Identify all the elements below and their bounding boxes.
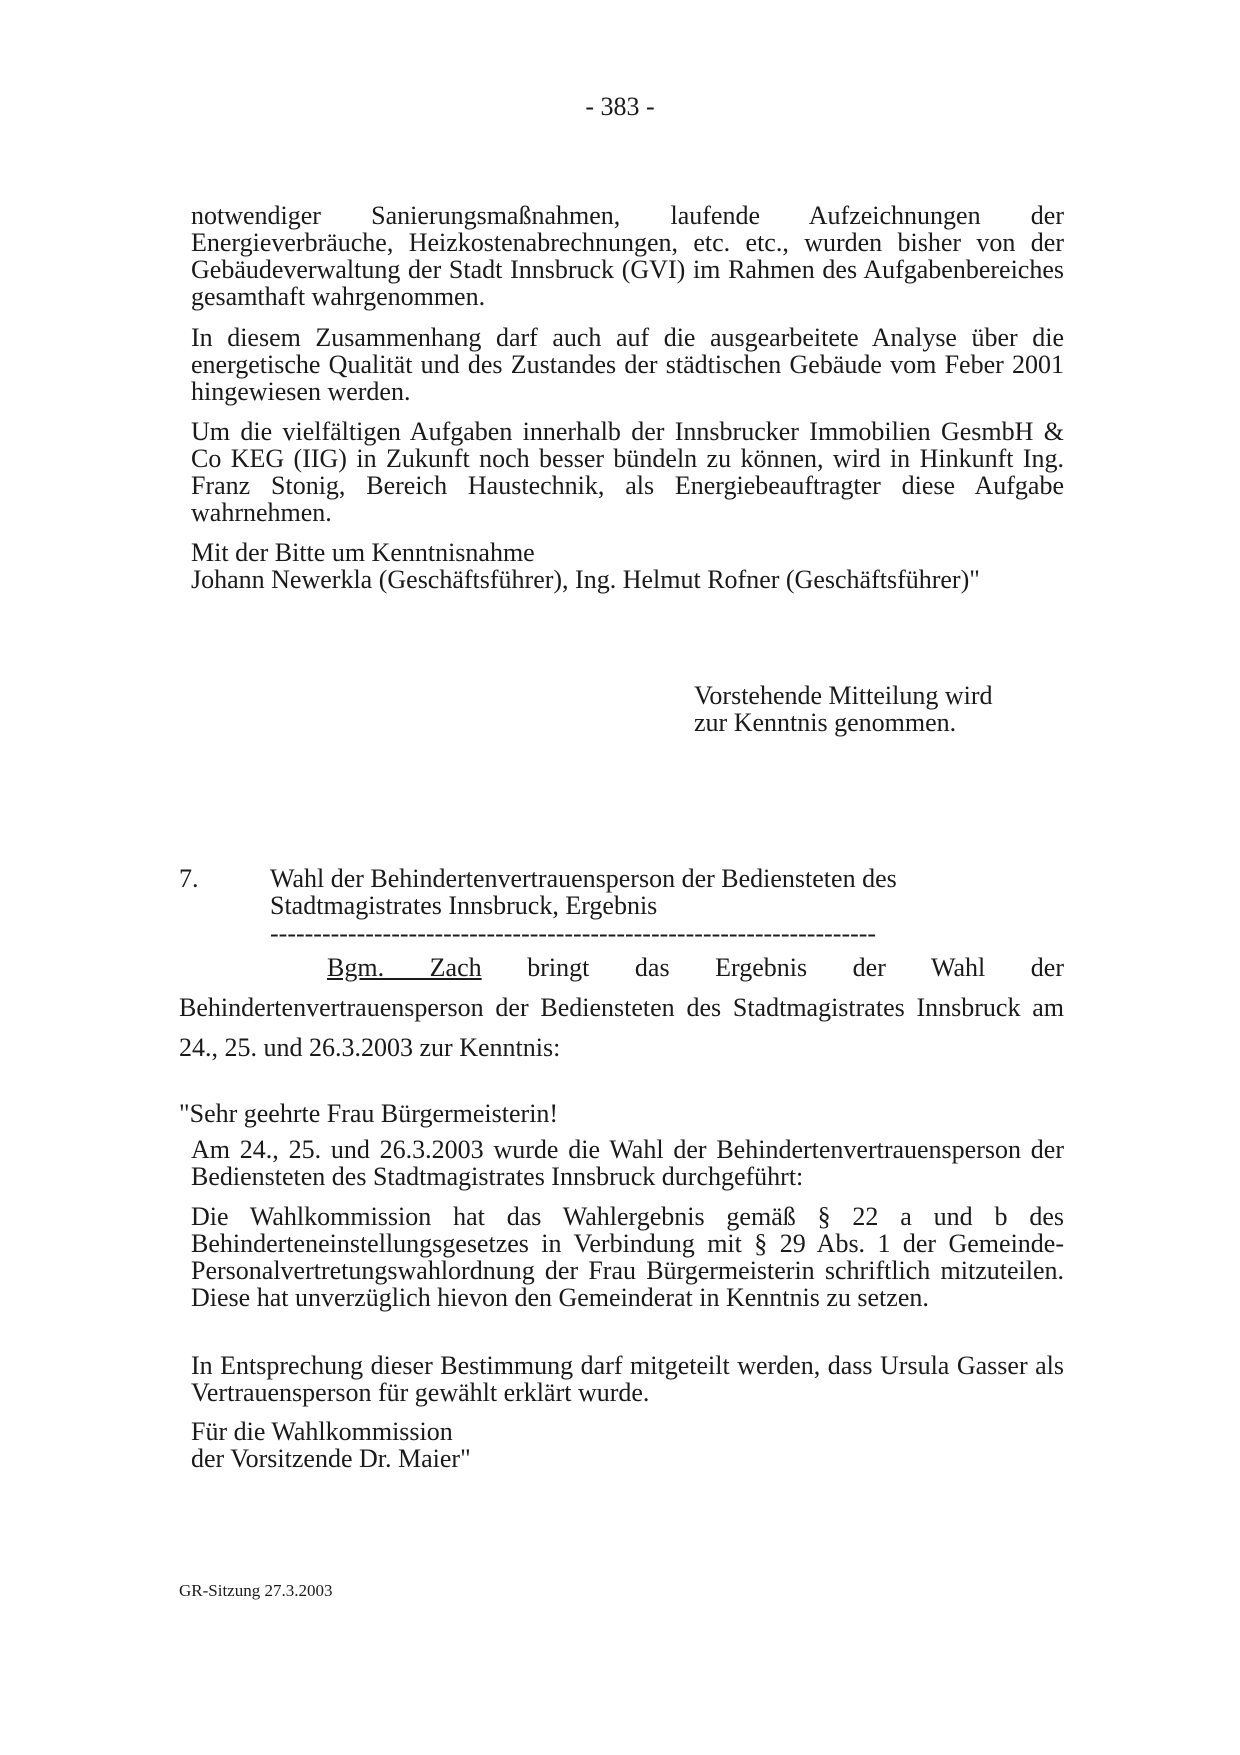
page-footer: GR-Sitzung 27.3.2003 [179,1581,333,1600]
note-line-1: Vorstehende Mitteilung wird [694,681,993,710]
quote2-paragraph-2 [191,1203,1064,1311]
title-separator: ---------------------------------------------------------------------- [270,920,877,947]
acknowledgement-note [694,682,1074,736]
quote2-p3-text: In Entsprechung dieser Bestimmung darf mitgeteilt werden, dass Ursula Gasser als Vertrauensperson für gewählt erklärt wurde. [191,1351,1064,1407]
quote2-closing-block [191,1418,1064,1472]
speaker-name: Bgm. Zach [327,953,482,982]
quote2-paragraph-3 [191,1352,1064,1406]
quote2-p1-text: Am 24., 25. und 26.3.2003 wurde die Wahl der Behindertenvertrauensperson der Bediensteten des Stadtmagistrates Innsbruck durchgeführt: [191,1135,1064,1191]
quote1-paragraph-1 [191,202,1064,310]
quote1-signature: Johann Newerkla (Geschäftsführer), Ing. Helmut Rofner (Geschäftsführer)" [191,565,980,594]
quote1-closing-block [191,539,1064,593]
quote2-closing-2: der Vorsitzende Dr. Maier" [191,1444,471,1473]
quote1-paragraph-3 [191,418,1064,526]
item-body-text: bringt das Ergebnis der Wahl der Behindertenvertrauensperson der Bediensteten des Stadtmagistrates Innsbruck am 24., 25. und 26.3.2003 zur Kenntnis: [179,953,1064,1062]
quote2-closing-1: Für die Wahlkommission [191,1417,453,1446]
quote1-paragraph-2 [191,324,1064,405]
quote2-paragraph-1 [191,1136,1064,1190]
quote1-closing: Mit der Bitte um Kenntnisnahme [191,538,535,567]
quote1-p3-text: Um die vielfältigen Aufgaben innerhalb der Innsbrucker Immobilien GesmbH & Co KEG (IIG) in Zukunft noch besser bündeln zu können, wird in Hinkunft Ing. Franz Stonig, Bereich Haustechnik, als Energiebeauftragter diese Aufgabe wahrnehmen. [191,417,1064,527]
item-body [179,948,1064,1068]
salutation: "Sehr geehrte Frau Bürgermeisterin! [179,1099,559,1128]
item-title: Wahl der Behindertenvertrauensperson der Bediensteten des Stadtmagistrates Innsbruck, Ergebnis [270,864,897,920]
note-line-2: zur Kenntnis genommen. [694,708,957,737]
quote1-p2-text: In diesem Zusammenhang darf auch auf die ausgearbeitete Analyse über die energetische Qualität und des Zustandes der städtischen Gebäude vom Feber 2001 hingewiesen werden. [191,323,1064,406]
quote1-p1-text: notwendiger Sanierungsmaßnahmen, laufende Aufzeichnungen der Energieverbräuche, Heizkostenabrechnungen, etc. etc., wurden bisher von der Gebäudeverwaltung der Stadt Innsbruck (GVI) im Rahmen des Aufgabenbereiches gesamthaft wahrgenommen. [191,201,1064,311]
item-number: 7. [179,864,199,893]
page-number: - 383 - [585,92,655,121]
quote2-p2-text: Die Wahlkommission hat das Wahlergebnis gemäß § 22 a und b des Behinderteneinstellungsgesetzes in Verbindung mit § 29 Abs. 1 der Gemeinde-Personalvertretungswahlordnung der Frau Bürgermeisterin schriftlich mitzuteilen. Diese hat unverzüglich hievon den Gemeinderat in Kenntnis zu setzen. [191,1202,1064,1312]
